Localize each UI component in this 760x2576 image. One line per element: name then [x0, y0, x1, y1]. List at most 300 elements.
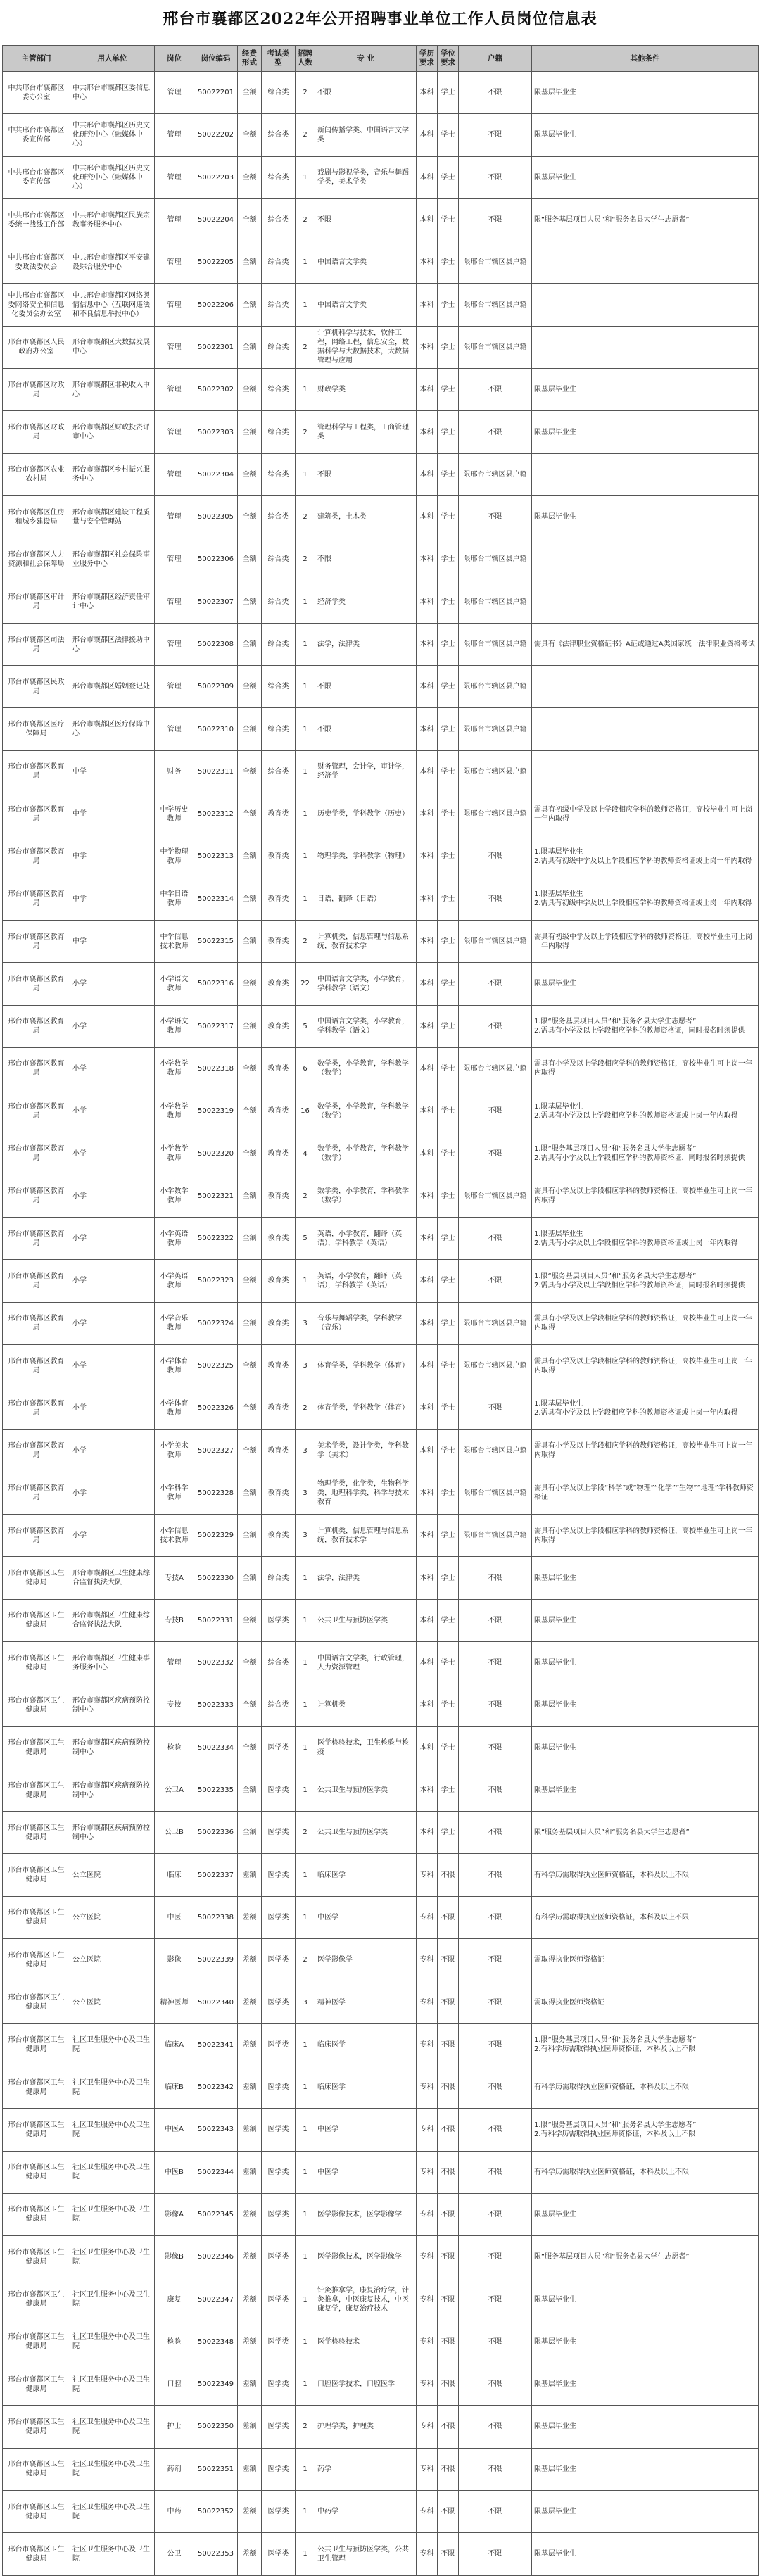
cell-major: 管理科学与工程类，工商管理类: [315, 411, 417, 453]
cell-education: 专科: [417, 2236, 438, 2278]
cell-department: 邢台市襄都区教育局: [3, 1175, 70, 1217]
cell-major: 财务管理，会计学，审计学，经济学: [315, 750, 417, 793]
table-row: [3, 581, 759, 623]
cell-employer: 社区卫生服务中心及卫生院: [70, 2066, 155, 2108]
cell-degree: 不限: [438, 2363, 459, 2406]
cell-degree: 学士: [438, 963, 459, 1005]
cell-degree: 学士: [438, 708, 459, 750]
cell-other-conditions: 限基层毕业生: [532, 2533, 759, 2575]
cell-other-conditions: 需具有小学及以上学段相应学科的教师资格证，高校毕业生可上岗一年内取得: [532, 1302, 759, 1344]
cell-headcount: 1: [296, 1854, 315, 1896]
table-row: [3, 1854, 759, 1896]
cell-other-conditions: 限基层毕业生: [532, 1684, 759, 1726]
cell-department: 邢台市襄都区卫生健康局: [3, 1769, 70, 1811]
cell-position: 管理: [155, 538, 194, 581]
cell-degree: 不限: [438, 2066, 459, 2108]
cell-exam-type: 综合类: [262, 241, 296, 284]
cell-employer: 中共邢台市襄都区历史文化研究中心（融媒体中心）: [70, 156, 155, 198]
cell-household: 限邢台市辖区县户籍: [459, 920, 532, 962]
cell-position-code: 50022316: [194, 963, 238, 1005]
cell-other-conditions: 限“服务基层项目人员”和“服务名县大学生志愿者”: [532, 2236, 759, 2278]
cell-employer: 小学: [70, 1429, 155, 1472]
cell-position: 中医B: [155, 2151, 194, 2193]
cell-position: 专技: [155, 1684, 194, 1726]
table-row: [3, 538, 759, 581]
cell-headcount: 1: [296, 2151, 315, 2193]
cell-department: 邢台市襄都区教育局: [3, 750, 70, 793]
cell-degree: 学士: [438, 1047, 459, 1090]
cell-degree: 不限: [438, 2151, 459, 2193]
table-row: [3, 284, 759, 326]
cell-department: 邢台市襄都区卫生健康局: [3, 1896, 70, 1938]
cell-headcount: 1: [296, 156, 315, 198]
cell-headcount: 3: [296, 1429, 315, 1472]
cell-funding: 差额: [238, 2193, 262, 2235]
cell-exam-type: 医学类: [262, 2321, 296, 2363]
table-row: [3, 198, 759, 241]
cell-funding: 全额: [238, 1260, 262, 1302]
cell-degree: 学士: [438, 1260, 459, 1302]
cell-funding: 全额: [238, 581, 262, 623]
cell-household: 不限: [459, 1387, 532, 1429]
cell-education: 本科: [417, 1344, 438, 1387]
cell-employer: 小学: [70, 1005, 155, 1047]
cell-degree: 学士: [438, 1812, 459, 1854]
cell-position-code: 50022313: [194, 835, 238, 878]
cell-department: 邢台市襄都区民政局: [3, 666, 70, 708]
cell-funding: 全额: [238, 369, 262, 411]
cell-headcount: 3: [296, 1344, 315, 1387]
cell-household: 限邢台市辖区县户籍: [459, 708, 532, 750]
cell-other-conditions: 限基层毕业生: [532, 369, 759, 411]
cell-other-conditions: 限基层毕业生: [532, 2278, 759, 2321]
cell-employer: 社区卫生服务中心及卫生院: [70, 2406, 155, 2448]
cell-employer: 社区卫生服务中心及卫生院: [70, 2151, 155, 2193]
cell-exam-type: 医学类: [262, 2490, 296, 2532]
cell-household: 不限: [459, 1896, 532, 1938]
cell-employer: 社区卫生服务中心及卫生院: [70, 2193, 155, 2235]
cell-exam-type: 医学类: [262, 2236, 296, 2278]
cell-major: 医学影像技术，医学影像学: [315, 2236, 417, 2278]
cell-funding: 差额: [238, 1939, 262, 1981]
cell-department: 邢台市襄都区住房和城乡建设局: [3, 495, 70, 538]
cell-funding: 全额: [238, 1005, 262, 1047]
cell-employer: 社区卫生服务中心及卫生院: [70, 2109, 155, 2151]
cell-funding: 全额: [238, 1047, 262, 1090]
cell-employer: 邢台市襄都区建设工程质量与安全管理站: [70, 495, 155, 538]
cell-degree: 学士: [438, 1005, 459, 1047]
cell-position-code: 50022323: [194, 1260, 238, 1302]
cell-position-code: 50022305: [194, 495, 238, 538]
cell-employer: 社区卫生服务中心及卫生院: [70, 2533, 155, 2575]
cell-household: 不限: [459, 1981, 532, 2023]
cell-headcount: 5: [296, 1005, 315, 1047]
cell-degree: 学士: [438, 1515, 459, 1557]
cell-education: 专科: [417, 1981, 438, 2023]
cell-position-code: 50022315: [194, 920, 238, 962]
cell-position: 小学数学教师: [155, 1175, 194, 1217]
cell-department: 邢台市襄都区教育局: [3, 1218, 70, 1260]
table-row: [3, 2109, 759, 2151]
cell-employer: 中共邢台市襄都区民族宗教事务服务中心: [70, 198, 155, 241]
cell-education: 本科: [417, 1047, 438, 1090]
cell-education: 本科: [417, 1175, 438, 1217]
cell-position: 小学数学教师: [155, 1047, 194, 1090]
cell-funding: 差额: [238, 1896, 262, 1938]
cell-headcount: 1: [296, 750, 315, 793]
cell-household: 限邢台市辖区县户籍: [459, 750, 532, 793]
cell-education: 本科: [417, 708, 438, 750]
cell-major: 不限: [315, 198, 417, 241]
cell-funding: 全额: [238, 1132, 262, 1175]
cell-employer: 公立医院: [70, 1896, 155, 1938]
cell-department: 邢台市襄都区人民政府办公室: [3, 326, 70, 368]
cell-major: 日语，翻译（日语）: [315, 878, 417, 920]
cell-other-conditions: 1.限“服务基层项目人员”和“服务名县大学生志愿者” 2.需具有小学及以上学段相应学科的教师资格证，同时报名时须提供: [532, 1132, 759, 1175]
cell-household: 不限: [459, 1684, 532, 1726]
cell-employer: 邢台市襄都区大数据发展中心: [70, 326, 155, 368]
cell-position-code: 50022308: [194, 623, 238, 665]
cell-position-code: 50022317: [194, 1005, 238, 1047]
table-row: [3, 2363, 759, 2406]
cell-employer: 社区卫生服务中心及卫生院: [70, 2236, 155, 2278]
cell-degree: 学士: [438, 666, 459, 708]
cell-position-code: 50022324: [194, 1302, 238, 1344]
table-row: [3, 835, 759, 878]
cell-position: 公卫A: [155, 1769, 194, 1811]
table-row: [3, 1557, 759, 1599]
cell-funding: 差额: [238, 2278, 262, 2321]
cell-position: 药剂: [155, 2448, 194, 2490]
cell-education: 本科: [417, 495, 438, 538]
cell-position-code: 50022325: [194, 1344, 238, 1387]
table-row: [3, 1726, 759, 1769]
cell-exam-type: 教育类: [262, 1344, 296, 1387]
cell-household: 限邢台市辖区县户籍: [459, 1302, 532, 1344]
cell-department: 邢台市襄都区医疗保障局: [3, 708, 70, 750]
cell-household: 不限: [459, 835, 532, 878]
table-row: [3, 2490, 759, 2532]
cell-major: 计算机类，信息管理与信息系统，教育技术学: [315, 1515, 417, 1557]
table-row: [3, 72, 759, 114]
cell-position: 管理: [155, 369, 194, 411]
cell-position-code: 50022306: [194, 538, 238, 581]
cell-education: 本科: [417, 1812, 438, 1854]
cell-other-conditions: 1.限基层毕业生 2.需具有小学及以上学段相应学科的教师资格证或上岗一年内取得: [532, 1387, 759, 1429]
cell-headcount: 1: [296, 1769, 315, 1811]
cell-education: 本科: [417, 411, 438, 453]
cell-household: 不限: [459, 1218, 532, 1260]
table-row: [3, 1769, 759, 1811]
cell-degree: 学士: [438, 920, 459, 962]
cell-employer: 小学: [70, 1387, 155, 1429]
cell-headcount: 1: [296, 2321, 315, 2363]
cell-exam-type: 综合类: [262, 1684, 296, 1726]
cell-employer: 小学: [70, 1218, 155, 1260]
cell-position-code: 50022302: [194, 369, 238, 411]
cell-funding: 全额: [238, 156, 262, 198]
cell-exam-type: 综合类: [262, 284, 296, 326]
cell-other-conditions: 限基层毕业生: [532, 411, 759, 453]
cell-education: 本科: [417, 538, 438, 581]
cell-exam-type: 教育类: [262, 835, 296, 878]
cell-employer: 中学: [70, 750, 155, 793]
cell-employer: 中共邢台市襄都区历史文化研究中心（融媒体中心）: [70, 114, 155, 156]
cell-household: 限邢台市辖区县户籍: [459, 1175, 532, 1217]
cell-employer: 邢台市襄都区卫生健康综合监督执法大队: [70, 1599, 155, 1641]
cell-position-code: 50022203: [194, 156, 238, 198]
cell-employer: 邢台市襄都区疾病预防控制中心: [70, 1726, 155, 1769]
cell-major: 中医学: [315, 1896, 417, 1938]
cell-major: 英语，小学教育，翻译（英语），学科教学（英语）: [315, 1260, 417, 1302]
cell-household: 限邢台市辖区县户籍: [459, 241, 532, 284]
cell-exam-type: 综合类: [262, 1557, 296, 1599]
cell-employer: 社区卫生服务中心及卫生院: [70, 2321, 155, 2363]
cell-department: 邢台市襄都区人力资源和社会保障局: [3, 538, 70, 581]
cell-department: 邢台市襄都区教育局: [3, 1429, 70, 1472]
cell-position: 管理: [155, 623, 194, 665]
cell-exam-type: 综合类: [262, 326, 296, 368]
cell-headcount: 1: [296, 1641, 315, 1684]
cell-exam-type: 综合类: [262, 72, 296, 114]
cell-funding: 全额: [238, 793, 262, 835]
cell-department: 中共邢台市襄都区委宣传部: [3, 156, 70, 198]
cell-position: 中学物理教师: [155, 835, 194, 878]
cell-major: 针灸推拿学，康复治疗学，针灸推拿，中医康复技术，中医康复学，康复治疗技术: [315, 2278, 417, 2321]
cell-household: 不限: [459, 1260, 532, 1302]
cell-other-conditions: 1.限“服务基层项目人员”和“服务名县大学生志愿者” 2.需具有小学及以上学段相应学科的教师资格证，同时报名时须提供: [532, 1005, 759, 1047]
cell-funding: 全额: [238, 1812, 262, 1854]
cell-education: 本科: [417, 920, 438, 962]
cell-other-conditions: 限基层毕业生: [532, 495, 759, 538]
cell-exam-type: 教育类: [262, 1218, 296, 1260]
cell-degree: 不限: [438, 1854, 459, 1896]
header-employer: 用人单位: [70, 46, 155, 72]
cell-household: 不限: [459, 1854, 532, 1896]
cell-education: 本科: [417, 666, 438, 708]
cell-household: 限邢台市辖区县户籍: [459, 1429, 532, 1472]
cell-education: 专科: [417, 2406, 438, 2448]
cell-position: 小学美术教师: [155, 1429, 194, 1472]
cell-other-conditions: [532, 581, 759, 623]
cell-other-conditions: 限基层毕业生: [532, 963, 759, 1005]
cell-exam-type: 医学类: [262, 2406, 296, 2448]
cell-headcount: 2: [296, 326, 315, 368]
cell-department: 邢台市襄都区教育局: [3, 1090, 70, 1132]
cell-exam-type: 综合类: [262, 198, 296, 241]
table-row: [3, 920, 759, 962]
cell-headcount: 1: [296, 2023, 315, 2066]
cell-major: 物理学类，学科教学（物理）: [315, 835, 417, 878]
cell-department: 邢台市襄都区卫生健康局: [3, 2023, 70, 2066]
cell-position: 临床B: [155, 2066, 194, 2108]
cell-degree: 学士: [438, 581, 459, 623]
cell-major: 财政学类: [315, 369, 417, 411]
cell-other-conditions: 需具有小学及以上学段相应学科的教师资格证，高校毕业生可上岗一年内取得: [532, 1344, 759, 1387]
cell-major: 临床医学: [315, 2066, 417, 2108]
cell-exam-type: 医学类: [262, 2448, 296, 2490]
cell-household: 不限: [459, 1599, 532, 1641]
cell-employer: 小学: [70, 1090, 155, 1132]
cell-funding: 全额: [238, 878, 262, 920]
cell-headcount: 22: [296, 963, 315, 1005]
cell-major: 数学类，小学教育，学科教学（数学）: [315, 1047, 417, 1090]
table-row: [3, 1302, 759, 1344]
table-row: [3, 1641, 759, 1684]
cell-major: 中国语言文学类: [315, 284, 417, 326]
cell-degree: 学士: [438, 878, 459, 920]
cell-headcount: 1: [296, 241, 315, 284]
cell-major: 美术学类，设计学类，学科教学（美术）: [315, 1429, 417, 1472]
cell-position-code: 50022301: [194, 326, 238, 368]
cell-position: 财务: [155, 750, 194, 793]
cell-employer: 邢台市襄都区社会保险事业服务中心: [70, 538, 155, 581]
cell-position: 小学体育教师: [155, 1344, 194, 1387]
cell-position: 管理: [155, 326, 194, 368]
cell-position-code: 50022334: [194, 1726, 238, 1769]
cell-exam-type: 医学类: [262, 1981, 296, 2023]
cell-funding: 差额: [238, 1854, 262, 1896]
cell-position-code: 50022332: [194, 1641, 238, 1684]
cell-education: 本科: [417, 1132, 438, 1175]
cell-exam-type: 教育类: [262, 878, 296, 920]
cell-degree: 学士: [438, 1599, 459, 1641]
cell-position-code: 50022345: [194, 2193, 238, 2235]
cell-employer: 小学: [70, 1175, 155, 1217]
cell-funding: 全额: [238, 538, 262, 581]
cell-education: 专科: [417, 2066, 438, 2108]
table-row: [3, 1132, 759, 1175]
cell-education: 本科: [417, 1515, 438, 1557]
cell-major: 中药学: [315, 2490, 417, 2532]
cell-exam-type: 教育类: [262, 793, 296, 835]
cell-headcount: 1: [296, 1684, 315, 1726]
cell-funding: 全额: [238, 1684, 262, 1726]
cell-other-conditions: 1.限基层毕业生 2.需具有小学及以上学段相应学科的教师资格证或上岗一年内取得: [532, 1090, 759, 1132]
cell-funding: 全额: [238, 114, 262, 156]
cell-degree: 学士: [438, 241, 459, 284]
cell-headcount: 3: [296, 1472, 315, 1514]
cell-exam-type: 教育类: [262, 1515, 296, 1557]
cell-degree: 学士: [438, 623, 459, 665]
cell-other-conditions: 限基层毕业生: [532, 156, 759, 198]
cell-education: 专科: [417, 1854, 438, 1896]
cell-education: 专科: [417, 2363, 438, 2406]
cell-household: 限邢台市辖区县户籍: [459, 666, 532, 708]
cell-position: 中医: [155, 1896, 194, 1938]
cell-other-conditions: 1.限基层毕业生 2.需具有小学及以上学段相应学科的教师资格证或上岗一年内取得: [532, 1218, 759, 1260]
cell-major: 计算机类，信息管理与信息系统，教育技术学: [315, 920, 417, 962]
cell-position-code: 50022350: [194, 2406, 238, 2448]
cell-household: 不限: [459, 2023, 532, 2066]
cell-household: 不限: [459, 2193, 532, 2235]
cell-position: 管理: [155, 241, 194, 284]
cell-exam-type: 综合类: [262, 538, 296, 581]
cell-funding: 全额: [238, 1218, 262, 1260]
cell-education: 本科: [417, 369, 438, 411]
header-department: 主管部门: [3, 46, 70, 72]
cell-degree: 学士: [438, 1557, 459, 1599]
cell-exam-type: 医学类: [262, 2066, 296, 2108]
cell-department: 邢台市襄都区卫生健康局: [3, 1981, 70, 2023]
cell-education: 本科: [417, 1218, 438, 1260]
cell-position-code: 50022310: [194, 708, 238, 750]
cell-position: 管理: [155, 411, 194, 453]
cell-degree: 学士: [438, 793, 459, 835]
cell-other-conditions: 需具有小学及以上学段相应学科的教师资格证，高校毕业生可上岗一年内取得: [532, 1175, 759, 1217]
cell-funding: 差额: [238, 2066, 262, 2108]
cell-major: 戏剧与影视学类，音乐与舞蹈学类，美术学类: [315, 156, 417, 198]
cell-education: 本科: [417, 198, 438, 241]
cell-employer: 小学: [70, 963, 155, 1005]
cell-exam-type: 教育类: [262, 1132, 296, 1175]
cell-degree: 不限: [438, 2490, 459, 2532]
cell-exam-type: 医学类: [262, 2109, 296, 2151]
header-exam-type: 考试类型: [262, 46, 296, 72]
table-row: [3, 1599, 759, 1641]
cell-position: 小学体育教师: [155, 1387, 194, 1429]
cell-position: 管理: [155, 453, 194, 495]
cell-education: 本科: [417, 1769, 438, 1811]
cell-exam-type: 医学类: [262, 2193, 296, 2235]
cell-exam-type: 教育类: [262, 963, 296, 1005]
cell-position-code: 50022341: [194, 2023, 238, 2066]
cell-major: 公共卫生与预防医学类: [315, 1599, 417, 1641]
cell-headcount: 2: [296, 411, 315, 453]
cell-employer: 邢台市襄都区经济责任审计中心: [70, 581, 155, 623]
table-row: [3, 793, 759, 835]
cell-headcount: 1: [296, 793, 315, 835]
cell-headcount: 1: [296, 2236, 315, 2278]
cell-position-code: 50022303: [194, 411, 238, 453]
cell-household: 不限: [459, 1812, 532, 1854]
cell-household: 不限: [459, 2490, 532, 2532]
cell-funding: 全额: [238, 326, 262, 368]
cell-other-conditions: 1.限基层毕业生 2.需具有初级中学及以上学段相应学科的教师资格证或上岗一年内取得: [532, 878, 759, 920]
cell-household: 不限: [459, 2533, 532, 2575]
cell-funding: 全额: [238, 198, 262, 241]
cell-major: 数学类，小学教育，学科教学（数学）: [315, 1132, 417, 1175]
cell-exam-type: 综合类: [262, 453, 296, 495]
cell-funding: 全额: [238, 1726, 262, 1769]
cell-major: 临床医学: [315, 2023, 417, 2066]
cell-household: 限邢台市辖区县户籍: [459, 1047, 532, 1090]
cell-funding: 全额: [238, 1302, 262, 1344]
cell-position-code: 50022348: [194, 2321, 238, 2363]
cell-employer: 邢台市襄都区卫生健康综合监督执法大队: [70, 1557, 155, 1599]
cell-education: 本科: [417, 326, 438, 368]
table-row: [3, 326, 759, 368]
cell-employer: 中学: [70, 835, 155, 878]
cell-education: 本科: [417, 878, 438, 920]
cell-other-conditions: [532, 453, 759, 495]
cell-department: 邢台市襄都区教育局: [3, 920, 70, 962]
cell-major: 中国语言文学类: [315, 241, 417, 284]
table-row: [3, 156, 759, 198]
cell-education: 专科: [417, 2109, 438, 2151]
cell-funding: 全额: [238, 1515, 262, 1557]
cell-education: 本科: [417, 114, 438, 156]
cell-funding: 全额: [238, 284, 262, 326]
cell-degree: 学士: [438, 369, 459, 411]
cell-department: 邢台市襄都区卫生健康局: [3, 2236, 70, 2278]
cell-other-conditions: 有科学历需取得执业医师资格证，本科及以上不限: [532, 1896, 759, 1938]
cell-exam-type: 医学类: [262, 1599, 296, 1641]
cell-household: 不限: [459, 1005, 532, 1047]
cell-department: 邢台市襄都区卫生健康局: [3, 2321, 70, 2363]
cell-department: 邢台市襄都区教育局: [3, 1132, 70, 1175]
table-row: [3, 114, 759, 156]
